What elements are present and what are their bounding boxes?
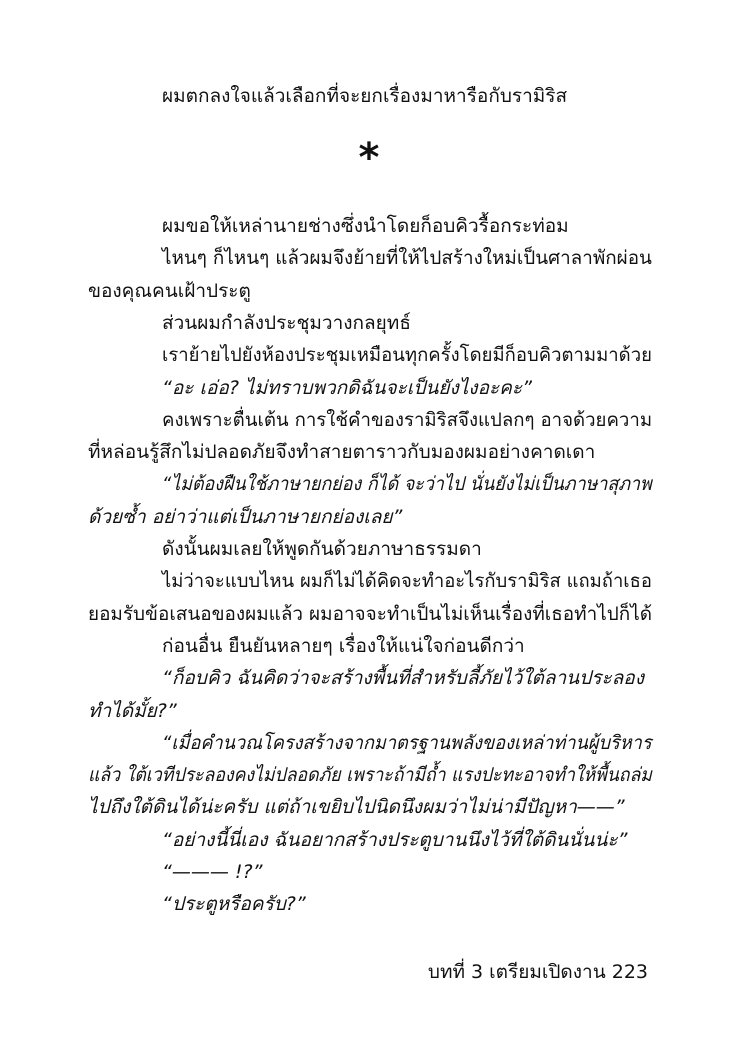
text-line: “ประตูหรือครับ?” [162,893,306,915]
text-line: “ไม่ต้องฝืนใช้ภาษายกย่อง ก็ได้ จะว่าไป นั่นยังไม่เป็นภาษาสุภาพ [162,473,652,495]
text-line: “ก็อบคิว ฉันคิดว่าจะสร้างพื้นที่สำหรับลี้ภัยไว้ใต้ลานประลอง [162,667,644,689]
scene-break-asterisk: * [358,135,380,181]
text-line: ผมขอให้เหล่านายช่างซึ่งนำโดยก็อบคิวรื้อกระท่อม [162,215,569,237]
text-line: “เมื่อคำนวณโครงสร้างจากมาตรฐานพลังของเหล่าท่านผู้บริหาร [162,732,652,754]
text-line: ดังนั้นผมเลยให้พูดกันด้วยภาษาธรรมดา [162,538,482,560]
text-line: ยอมรับข้อเสนอของผมแล้ว ผมอาจจะทำเป็นไม่เห็นเรื่องที่เธอทำไปก็ได้ [88,603,652,625]
text-line: ที่หล่อนรู้สึกไม่ปลอดภัยจึงทำสายตาราวกับมองผมอย่างคาดเดา [88,441,596,463]
text-line: ของคุณคนเฝ้าประตู [88,280,251,302]
text-line: ทำได้มั้ย?” [88,700,177,722]
text-line: เราย้ายไปยังห้องประชุมเหมือนทุกครั้งโดยมีก็อบคิวตามมาด้วย [162,344,652,366]
opening-line: ผมตกลงใจแล้วเลือกที่จะยกเรื่องมาหารือกับรามิริส [162,85,568,107]
text-line: ไหนๆ ก็ไหนๆ แล้วผมจึงย้ายที่ให้ไปสร้างใหม่เป็นศาลาพักผ่อน [162,247,652,269]
text-line: “อะ เอ่อ? ไม่ทราบพวกดิฉันจะเป็นยังไงอะคะ” [162,377,532,399]
page-footer: บทที่ 3 เตรียมเปิดงาน 223 [427,961,648,983]
text-line: ไปถึงใต้ดินได้น่ะครับ แต่ถ้าเขยิบไปนิดนึงผมว่าไม่น่ามีปัญหา——” [88,796,625,818]
text-line: คงเพราะตื่นเต้น การใช้คำของรามิริสจึงแปลกๆ อาจด้วยความ [162,409,653,431]
text-line: ด้วยซ้ำ อย่าว่าแต่เป็นภาษายกย่องเลย” [88,506,403,528]
text-line: ก่อนอื่น ยืนยันหลายๆ เรื่องให้แน่ใจก่อนดีกว่า [162,635,525,657]
text-line: ส่วนผมกำลังประชุมวางกลยุทธ์ [162,312,411,334]
text-line: แล้ว ใต้เวทีประลองคงไม่ปลอดภัย เพราะถ้ามีถ้ำ แรงปะทะอาจทำให้พื้นถล่ม [88,764,652,786]
text-line: “——— !?” [162,861,263,883]
text-line: ไม่ว่าจะแบบไหน ผมก็ไม่ได้คิดจะทำอะไรกับรามิริส แถมถ้าเธอ [162,570,652,592]
text-line: “อย่างนี้นี่เอง ฉันอยากสร้างประตูบานนึงไว้ที่ใต้ดินนั่นน่ะ” [162,829,628,851]
